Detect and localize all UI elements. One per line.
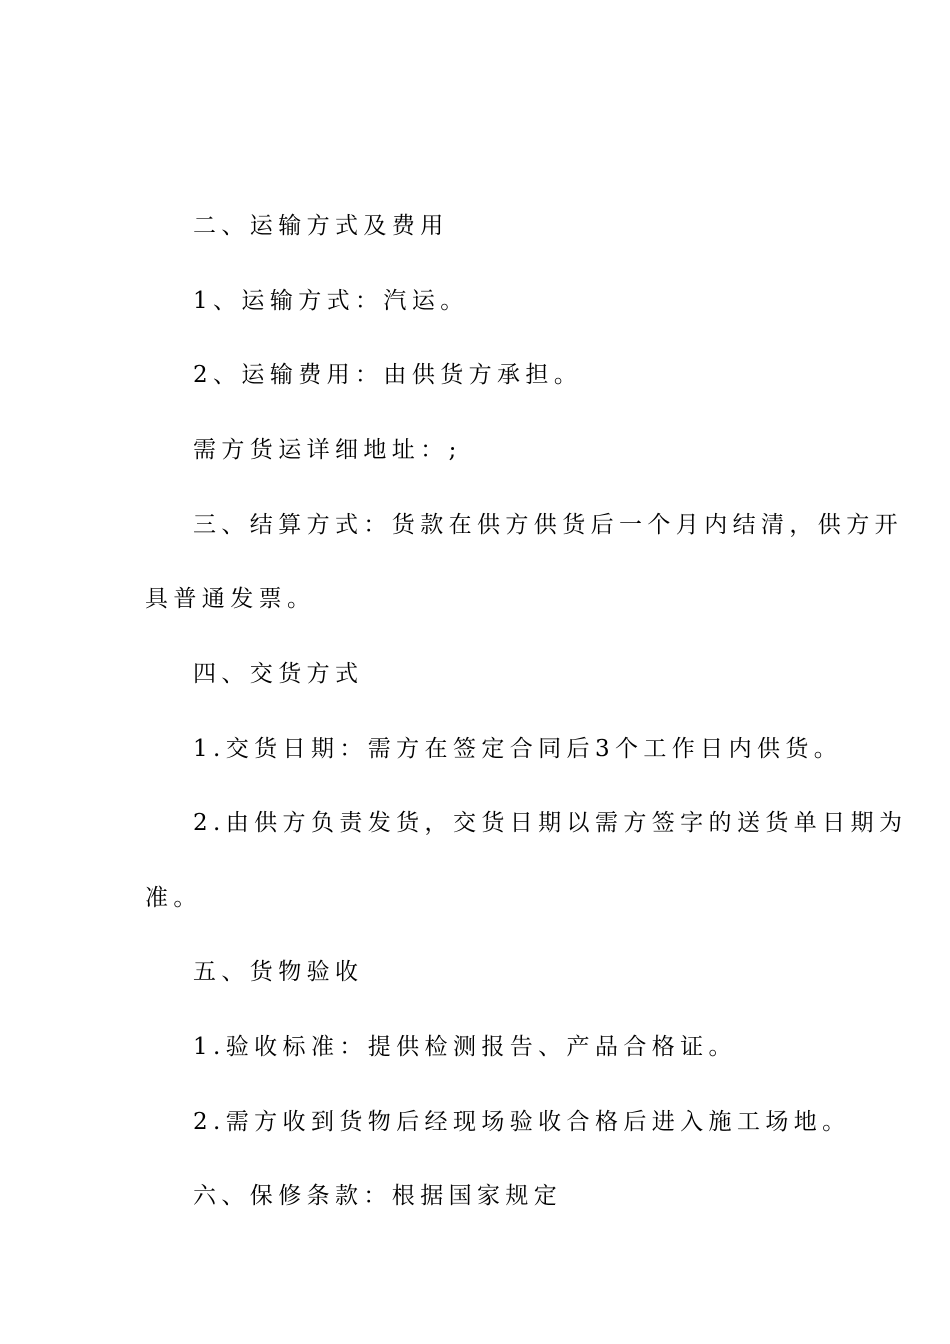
transport-method: 1、运输方式：汽运。 (193, 288, 469, 314)
acceptance-standard: 1.验收标准：提供检测报告、产品合格证。 (193, 1034, 737, 1060)
delivery-address: 需方货运详细地址：; (193, 437, 462, 463)
section-2-heading: 二、运输方式及费用 (193, 213, 449, 239)
section-5-heading: 五、货物验收 (193, 959, 364, 985)
acceptance-procedure: 2.需方收到货物后经现场验收合格后进入施工场地。 (193, 1109, 851, 1135)
section-3-settlement-cont: 具普通发票。 (145, 586, 316, 612)
section-4-heading: 四、交货方式 (193, 661, 364, 687)
delivery-date: 1.交货日期：需方在签定合同后3个工作日内供货。 (193, 736, 843, 762)
transport-cost: 2、运输费用：由供货方承担。 (193, 362, 583, 388)
shipping-responsibility: 2.由供方负责发货，交货日期以需方签字的送货单日期为 (193, 810, 908, 836)
section-6-warranty: 六、保修条款：根据国家规定 (193, 1183, 563, 1209)
shipping-responsibility-cont: 准。 (145, 885, 202, 911)
section-3-settlement: 三、结算方式：货款在供方供货后一个月内结清，供方开 (193, 512, 903, 538)
